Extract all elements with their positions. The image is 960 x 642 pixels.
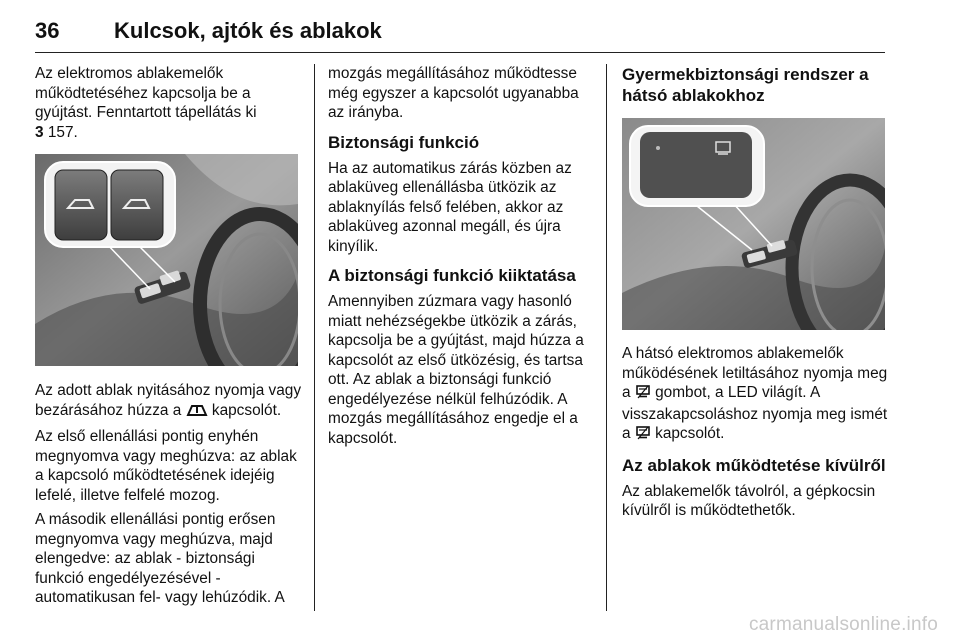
safety-function-heading: Biztonsági funkció — [328, 132, 480, 152]
first-resistance-paragraph: Az első ellenállási pontig enyhén megnyomva vagy meghúzva: az ablak a kapcsoló működtetésének idejéig lefelé, illetve felfelé mozog. — [35, 428, 297, 504]
window-switch-icon — [186, 403, 208, 423]
child-lock-paragraph: A hátsó elektromos ablakemelők működésének letiltásához nyomja meg a gombot, a LED világít. A visszakapcsoláshoz nyomja meg ismét a kapcsolót. — [622, 344, 890, 446]
continued-paragraph: mozgás megállításához működtesse még egyszer a kapcsolót ugyanabba az irányba. — [328, 65, 579, 121]
page-reference: 157. — [43, 123, 78, 141]
outside-operation-heading: Az ablakok működtetése kívülről — [622, 455, 886, 475]
page-title: Kulcsok, ajtók és ablakok — [114, 18, 382, 43]
safety-override-heading: A biztonsági funkció kiiktatása — [328, 266, 576, 285]
intro-paragraph: Az elektromos ablakemelők működtetéséhez kapcsolja be a gyújtást. Fenntartott tápellátás ki 3 157. — [35, 65, 257, 141]
column-2 — [328, 64, 593, 453]
safety-function-paragraph: Ha az automatikus zárás közben az ablaküveg ellenállásba ütközik az ablaknyílás felső felében, akkor az ablaküveg azonnal megáll, és újra kinyílik. — [328, 159, 572, 255]
column-3 — [622, 64, 890, 526]
child-lock-icon — [635, 425, 651, 446]
child-lock-illustration — [622, 118, 885, 330]
open-close-paragraph: Az adott ablak nyitásához nyomja vagy bezárásához húzza a kapcsolót. — [35, 381, 305, 422]
watermark: carmanualsonline.info — [748, 614, 938, 635]
column-divider — [606, 64, 607, 611]
child-lock-icon — [635, 384, 651, 405]
page-header — [35, 18, 885, 53]
window-switch-illustration — [35, 154, 298, 366]
page-number: 36 — [35, 18, 60, 43]
child-safety-heading: Gyermekbiztonsági rendszer a hátsó ablakokhoz — [622, 65, 869, 105]
column-divider — [314, 64, 315, 611]
second-resistance-paragraph: A második ellenállási pontig erősen megnyomva vagy meghúzva, majd elengedve: az ablak - biztonsági funkció engedélyezésével - automatikusan fel- vagy lehúzódik. A — [35, 511, 285, 606]
outside-operation-paragraph: Az ablakemelők távolról, a gépkocsin kívülről is működtethetők. — [622, 482, 876, 519]
page-reference-arrow-icon: 3 — [35, 123, 44, 141]
safety-override-paragraph: Amennyiben zúzmara vagy hasonló miatt nehézségekbe ütközik a zárás, kapcsolja be a gyújtást, majd húzza a kapcsolót az első ütközésig, és tartsa ott. Az ablak a biztonsági funkció engedélyezése nélkül felhúzódik. A mozgás megállításához engedje el a kapcsolót. — [328, 293, 584, 447]
column-1 — [35, 64, 305, 613]
